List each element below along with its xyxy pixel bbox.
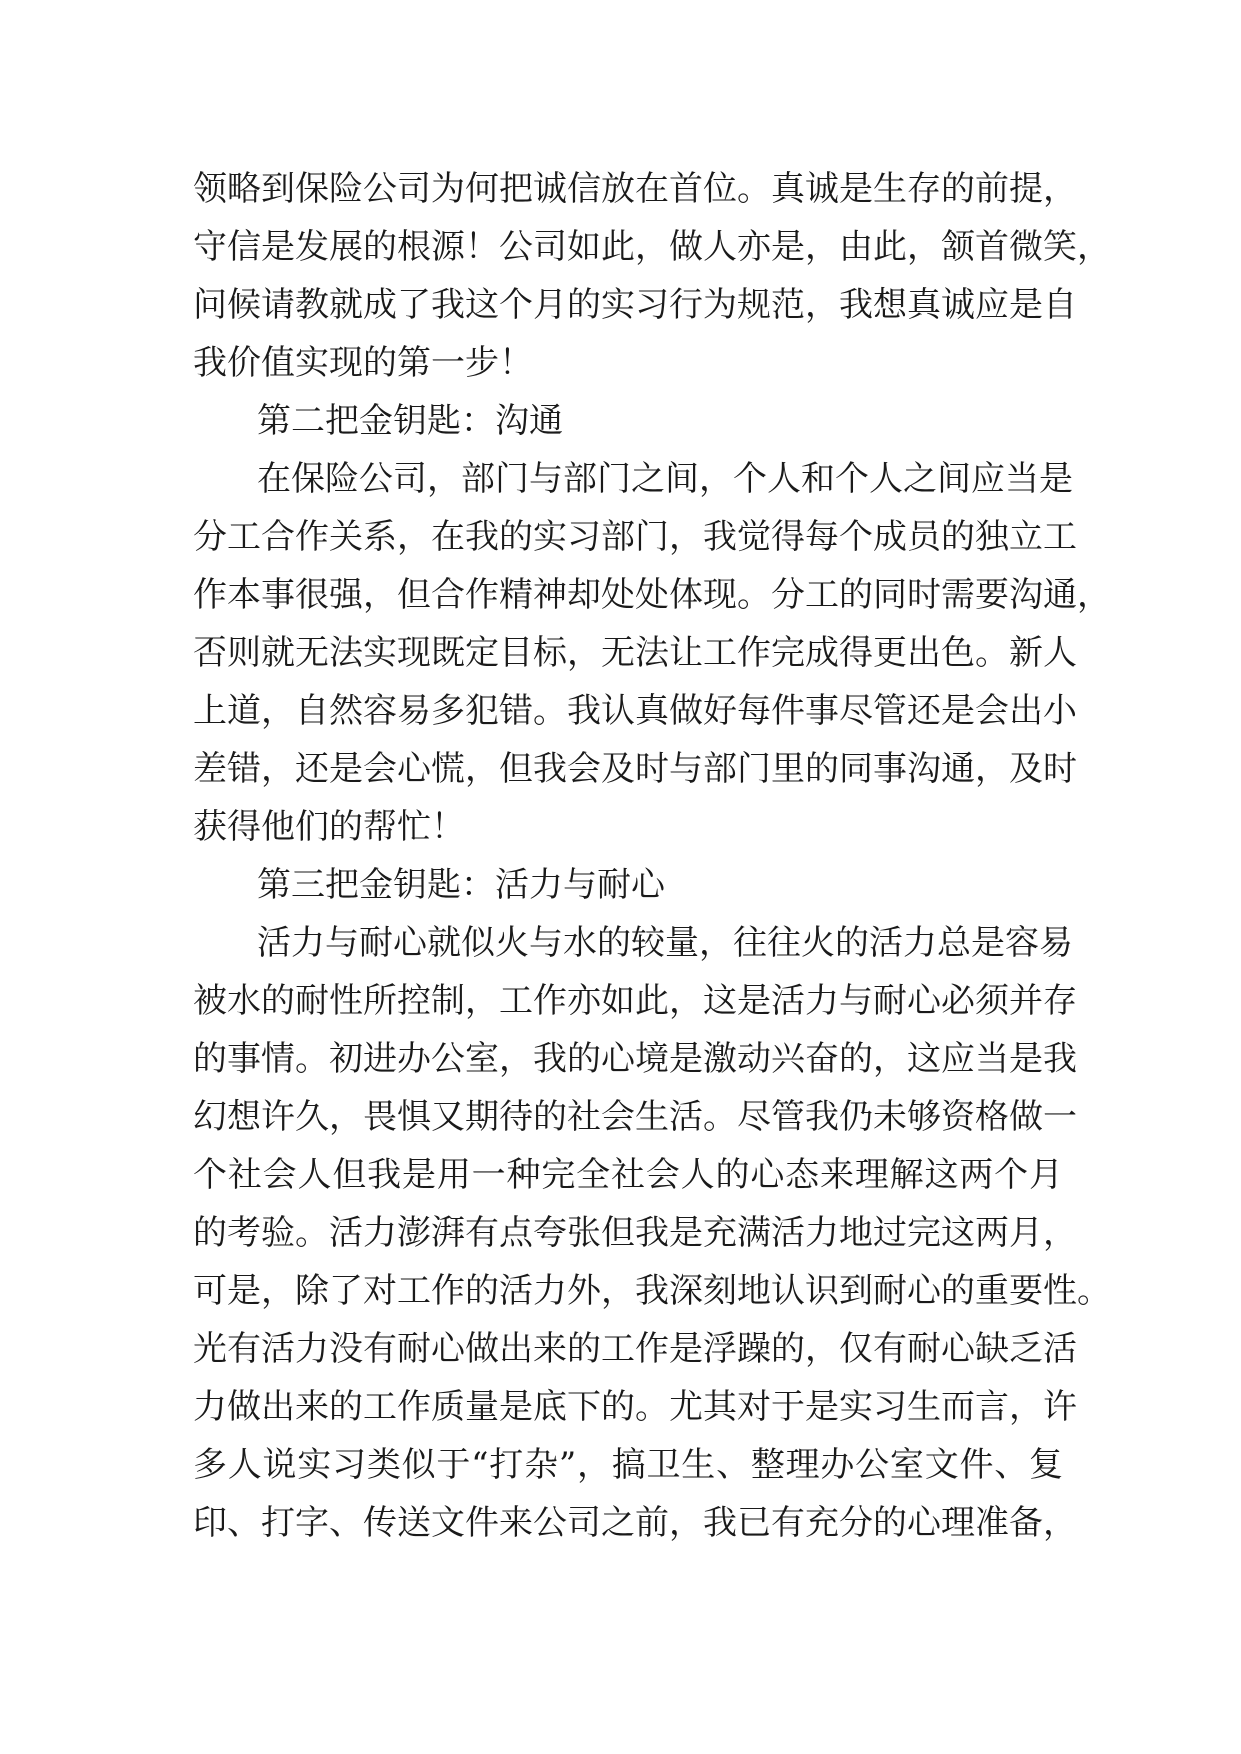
text-line: 我价值实现的第一步！	[193, 343, 533, 383]
text-line: 幻想许久，畏惧又期待的社会生活。尽管我仍未够资格做一	[193, 1097, 1077, 1137]
text-line: 的事情。初进办公室，我的心境是激动兴奋的，这应当是我	[193, 1039, 1077, 1079]
document-body	[193, 160, 1111, 1552]
text-line: 个社会人但我是用一种完全社会人的心态来理解这两个月	[193, 1155, 1063, 1195]
section-heading: 第二把金钥匙：沟通	[257, 401, 563, 441]
section-heading: 第三把金钥匙：活力与耐心	[257, 865, 665, 905]
text-line: 上道，自然容易多犯错。我认真做好每件事尽管还是会出小	[193, 691, 1077, 731]
text-line: 的考验。活力澎湃有点夸张但我是充满活力地过完这两月，	[193, 1213, 1077, 1253]
text-line: 活力与耐心就似火与水的较量，往往火的活力总是容易	[257, 923, 1073, 963]
text-line: 否则就无法实现既定目标，无法让工作完成得更出色。新人	[193, 633, 1077, 673]
text-line: 被水的耐性所控制，工作亦如此，这是活力与耐心必须并存	[193, 981, 1077, 1021]
text-line: 问候请教就成了我这个月的实习行为规范，我想真诚应是自	[193, 285, 1077, 325]
text-line: 可是，除了对工作的活力外，我深刻地认识到耐心的重要性。	[193, 1271, 1111, 1311]
text-line: 多人说实习类似于“打杂”，搞卫生、整理办公室文件、复	[193, 1445, 1063, 1485]
text-line: 光有活力没有耐心做出来的工作是浮躁的，仅有耐心缺乏活	[193, 1329, 1077, 1369]
text-line: 差错，还是会心慌，但我会及时与部门里的同事沟通，及时	[193, 749, 1077, 789]
text-line: 分工合作关系，在我的实习部门，我觉得每个成员的独立工	[193, 517, 1077, 557]
text-line: 在保险公司，部门与部门之间，个人和个人之间应当是	[257, 459, 1073, 499]
text-line: 印、打字、传送文件来公司之前，我已有充分的心理准备，	[193, 1503, 1077, 1543]
text-line: 力做出来的工作质量是底下的。尤其对于是实习生而言，许	[193, 1387, 1077, 1427]
text-line: 获得他们的帮忙！	[193, 807, 465, 847]
text-line: 守信是发展的根源！公司如此，做人亦是，由此，颔首微笑，	[193, 227, 1111, 267]
text-line: 作本事很强，但合作精神却处处体现。分工的同时需要沟通，	[193, 575, 1111, 615]
text-line: 领略到保险公司为何把诚信放在首位。真诚是生存的前提，	[193, 169, 1077, 209]
